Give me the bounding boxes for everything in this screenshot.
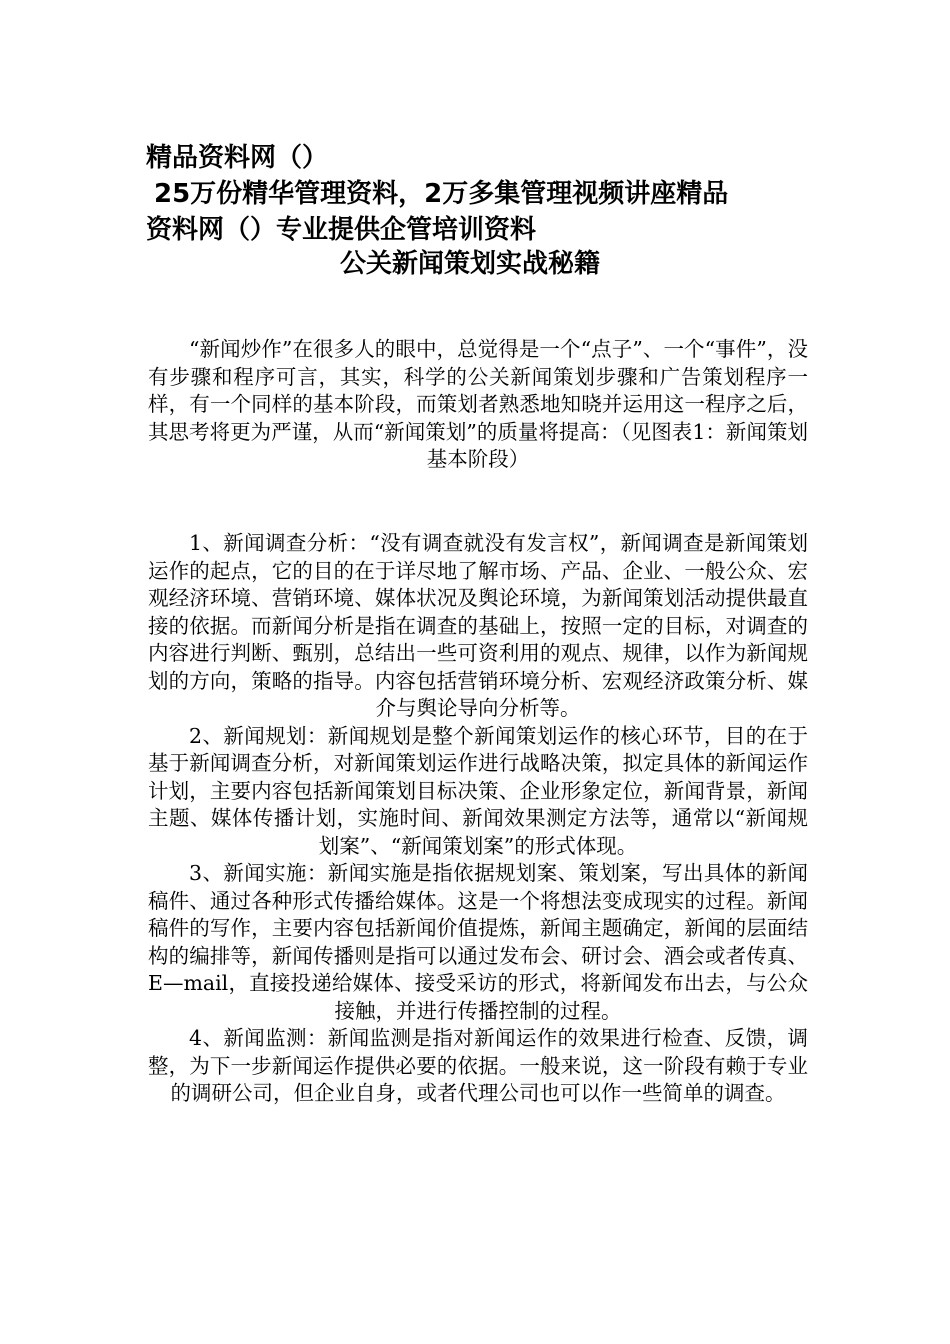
intro-block bbox=[148, 336, 808, 474]
intro-paragraph: “新闻炒作”在很多人的眼中，总觉得是一个“点子”、一个“事件”，没有步骤和程序可言，其实，科学的公关新闻策划步骤和广告策划程序一样，有一个同样的基本阶段，而策划者熟悉地知晓并运用这一程序之后，其思考将更为严谨，从而“新闻策划”的质量将提高：（见图表1：新闻策划基本阶段） bbox=[148, 337, 808, 471]
sections-block bbox=[148, 530, 808, 1108]
section-paragraph-4: 4、新闻监测：新闻监测是指对新闻运作的效果进行检查、反馈，调整，为下一步新闻运作提供必要的依据。一般来说，这一阶段有赖于专业的调研公司，但企业自身，或者代理公司也可以作一些简单的调查。 bbox=[148, 1026, 808, 1105]
document-title: 公关新闻策划实战秘籍 bbox=[339, 249, 600, 279]
section-paragraph-1: 1、新闻调查分析：“没有调查就没有发言权”，新闻调查是新闻策划运作的起点，它的目的在于详尽地了解市场、产品、企业、一般公众、宏观经济环境、营销环境、媒体状况及舆论环境，为新闻策划活动提供最直接的依据。而新闻分析是指在调查的基础上，按照一定的目标，对调查的内容进行判断、甄别，总结出一些可资利用的观点、规律，以作为新闻规划的方向，策略的指导。内容包括营销环境分析、宏观经济政策分析、媒介与舆论导向分析等。 bbox=[148, 531, 808, 720]
header-line-1: 精品资料网（） bbox=[146, 143, 329, 173]
document-header bbox=[146, 140, 826, 248]
header-line-3: 资料网（）专业提供企管培训资料 bbox=[146, 215, 537, 245]
section-paragraph-3: 3、新闻实施：新闻实施是指依据规划案、策划案，写出具体的新闻稿件、通过各种形式传播给媒体。这是一个将想法变成现实的过程。新闻稿件的写作，主要内容包括新闻价值提炼，新闻主题确定，新闻的层面结构的编排等，新闻传播则是指可以通过发布会、研讨会、酒会或者传真、E—mail，直接投递给媒体、接受采访的形式，将新闻发布出去，与公众接触，并进行传播控制的过程。 bbox=[148, 861, 808, 1023]
header-line-2: 25万份精华管理资料，2万多集管理视频讲座精品 bbox=[154, 179, 729, 209]
section-paragraph-2: 2、新闻规划：新闻规划是整个新闻策划运作的核心环节，目的在于基于新闻调查分析，对新闻策划运作进行战略决策，拟定具体的新闻运作计划，主要内容包括新闻策划目标决策、企业形象定位，新闻背景，新闻主题、媒体传播计划，实施时间、新闻效果测定方法等，通常以“新闻规划案”、“新闻策划案”的形式体现。 bbox=[148, 723, 808, 858]
